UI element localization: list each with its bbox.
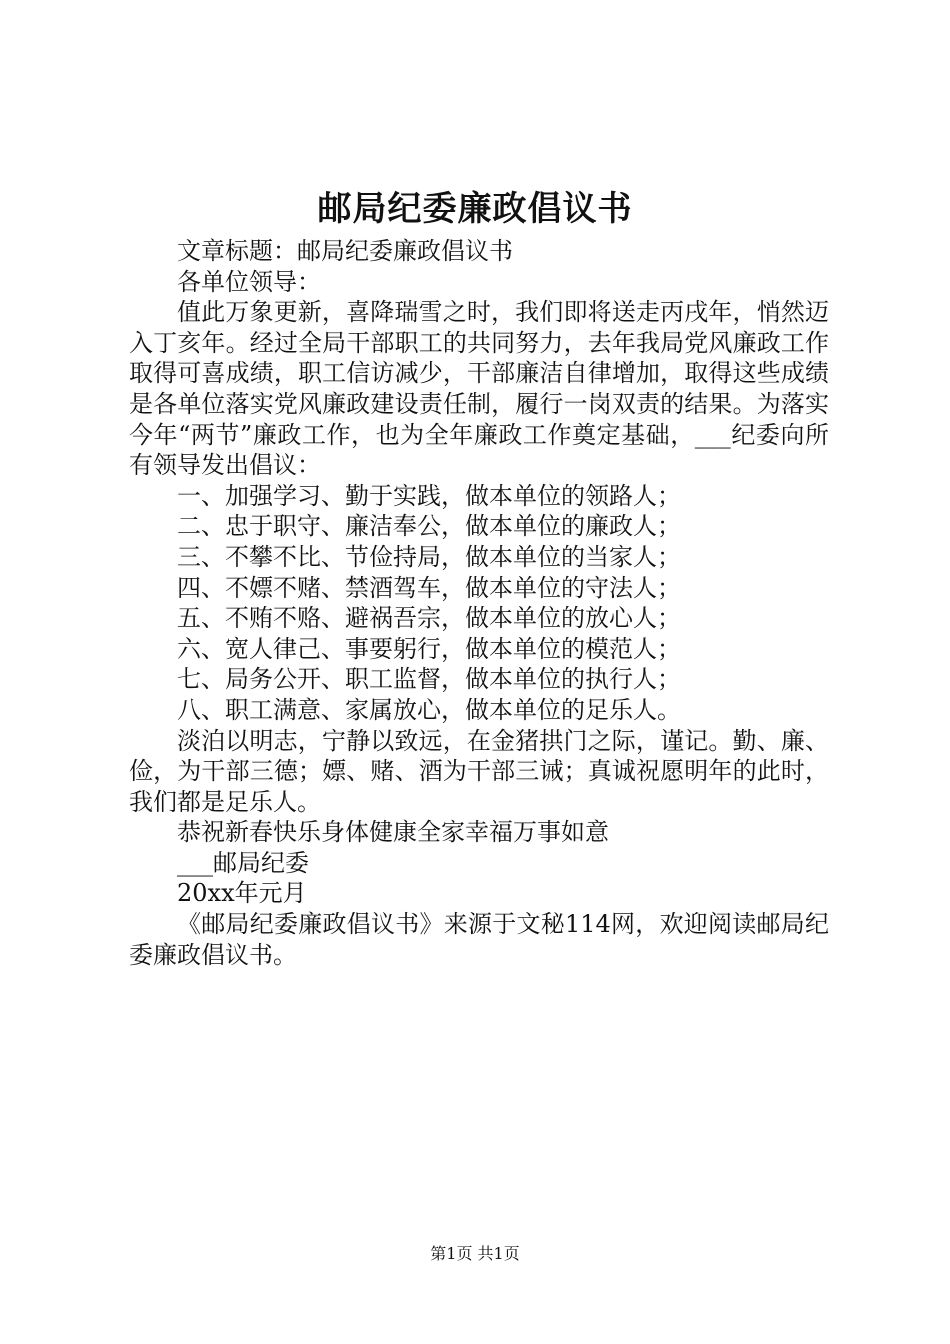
intro-paragraph: 值此万象更新，喜降瑞雪之时，我们即将送走丙戌年，悄然迈入丁亥年。经过全局干部职工的共同努力，去年我局党风廉政工作取得可喜成绩，职工信访减少，干部廉洁自律增加，取得这些成绩是各单位落实党风廉政建设责任制，履行一岗双责的结果。为落实今年“两节”廉政工作，也为全年廉政工作奠定基础，___纪委向所有领导发出倡议： <box>129 298 829 480</box>
list-item: 一、加强学习、勤于实践，做本单位的领路人； <box>177 481 681 510</box>
greeting-line: 恭祝新春快乐身体健康全家幸福万事如意 <box>177 818 609 847</box>
list-item: 四、不嫖不赌、禁酒驾车，做本单位的守法人； <box>177 573 681 602</box>
list-item: 五、不贿不赂、避祸吾宗，做本单位的放心人； <box>177 604 681 633</box>
source-note: 《邮局纪委廉政倡议书》来源于文秘114网，欢迎阅读邮局纪委廉政倡议书。 <box>129 910 829 969</box>
signature-line: ___邮局纪委 <box>177 848 309 877</box>
article-title-line: 文章标题：邮局纪委廉政倡议书 <box>177 237 513 265</box>
salutation: 各单位领导： <box>177 267 321 296</box>
list-item: 七、局务公开、职工监督，做本单位的执行人； <box>177 665 681 694</box>
list-item: 八、职工满意、家属放心，做本单位的足乐人。 <box>177 695 681 724</box>
list-item: 二、忠于职守、廉洁奉公，做本单位的廉政人； <box>177 512 681 541</box>
list-item: 六、宽人律己、事要躬行，做本单位的模范人； <box>177 634 681 663</box>
document-title: 邮局纪委廉政倡议书 <box>317 189 633 229</box>
page-footer: 第1页 共1页 <box>430 1244 520 1263</box>
closing-paragraph: 淡泊以明志，宁静以致远，在金猪拱门之际，谨记。勤、廉、俭，为干部三德；嫖、赌、酒为干部三诫；真诚祝愿明年的此时，我们都是足乐人。 <box>129 726 829 816</box>
document-body <box>129 236 829 970</box>
date-line: 20xx年元月 <box>177 879 307 908</box>
list-item: 三、不攀不比、节俭持局，做本单位的当家人； <box>177 542 681 571</box>
